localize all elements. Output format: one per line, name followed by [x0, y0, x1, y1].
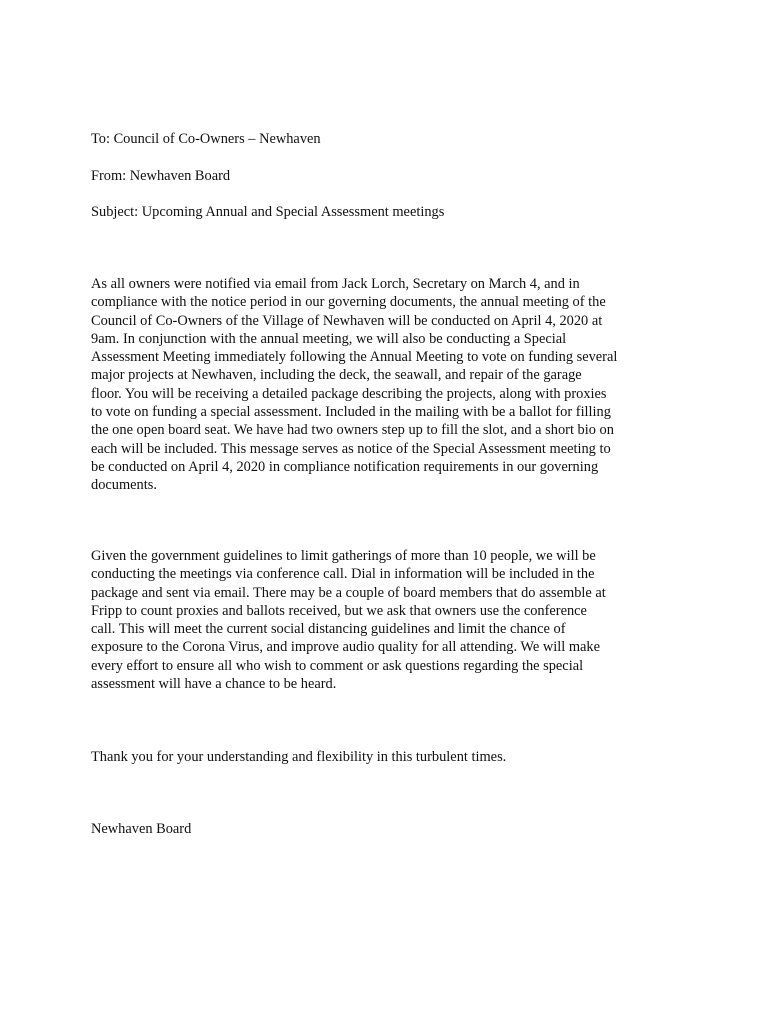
- paragraph-line: compliance with the notice period in our governing documents, the annual meeting of the: [91, 294, 606, 311]
- paragraph-line: be conducted on April 4, 2020 in compliance notification requirements in our governing: [91, 458, 599, 475]
- paragraph-line: conducting the meetings via conference call. Dial in information will be included in the: [91, 566, 595, 583]
- signature: Newhaven Board: [91, 821, 192, 837]
- paragraph-line: Fripp to count proxies and ballots received, but we ask that owners use the conference: [91, 602, 587, 619]
- paragraph-line: Given the government guidelines to limit gatherings of more than 10 people, we will be: [91, 548, 596, 564]
- paragraph-line: assessment will have a chance to be heard.: [91, 676, 337, 693]
- paragraph-line: 9am. In conjunction with the annual meeting, we will also be conducting a Special: [91, 330, 567, 347]
- paragraph-line: each will be included. This message serves as notice of the Special Assessment meeting to: [91, 440, 611, 457]
- closing-line: Thank you for your understanding and flexibility in this turbulent times.: [91, 749, 507, 765]
- paragraph-line: floor. You will be receiving a detailed package describing the projects, along with proxies: [91, 385, 607, 402]
- paragraph-line: major projects at Newhaven, including the deck, the seawall, and repair of the garage: [91, 367, 582, 384]
- from-line: From: Newhaven Board: [91, 168, 231, 184]
- paragraph-line: to vote on funding a special assessment. Included in the mailing with be a ballot for filling: [91, 404, 611, 421]
- paragraph-line: documents.: [91, 477, 157, 494]
- paragraph-line: the one open board seat. We have had two owners step up to fill the slot, and a short bio on: [91, 422, 614, 439]
- paragraph-line: call. This will meet the current social distancing guidelines and limit the chance of: [91, 621, 566, 638]
- paragraph-line: Council of Co-Owners of the Village of Newhaven will be conducted on April 4, 2020 at: [91, 312, 603, 329]
- paragraph-line: As all owners were notified via email from Jack Lorch, Secretary on March 4, and in: [91, 276, 580, 292]
- paragraph-line: package and sent via email. There may be a couple of board members that do assemble at: [91, 584, 606, 601]
- subject-line: Subject: Upcoming Annual and Special Assessment meetings: [91, 204, 445, 220]
- paragraph-line: exposure to the Corona Virus, and improve audio quality for all attending. We will make: [91, 639, 600, 656]
- to-line: To: Council of Co-Owners – Newhaven: [91, 131, 321, 147]
- paragraph-conference-call: [91, 547, 686, 693]
- paragraph-annual-meeting: [91, 275, 686, 495]
- paragraph-line: every effort to ensure all who wish to comment or ask questions regarding the special: [91, 657, 584, 674]
- paragraph-line: Assessment Meeting immediately following the Annual Meeting to vote on funding several: [91, 349, 618, 366]
